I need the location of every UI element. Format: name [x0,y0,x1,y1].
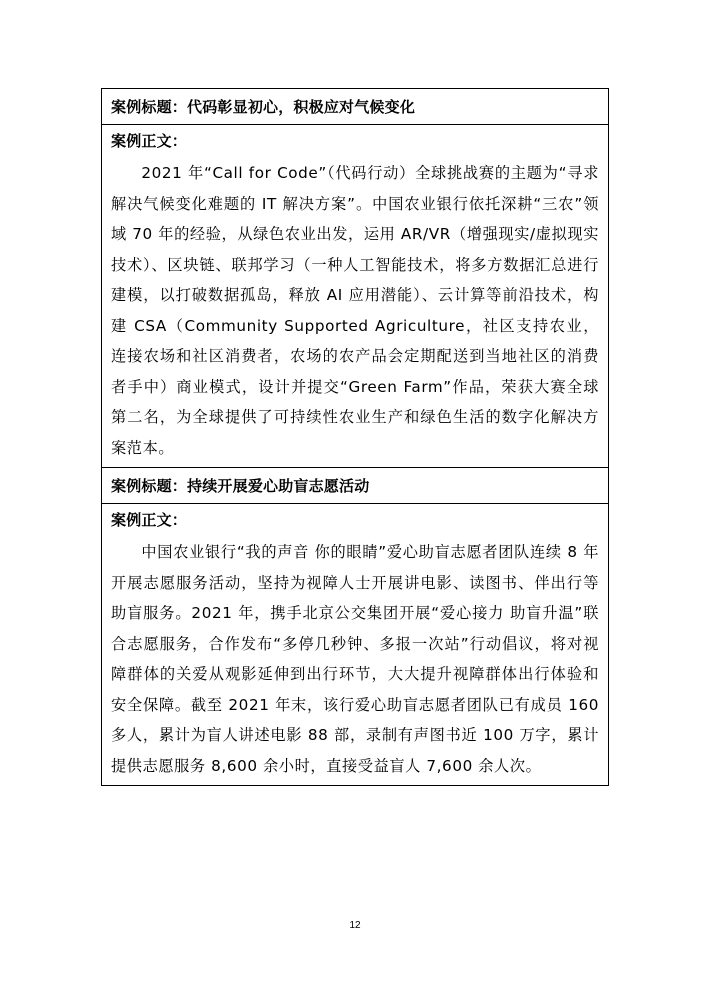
case-2-title-row [102,468,609,504]
case-2-body-text: 中国农业银行“我的声音 你的眼睛”爱心助盲志愿者团队连续 8 年开展志愿服务活动，坚持为视障人士开展讲电影、读图书、伴出行等助盲服务。2021 年，携手北京公交集团开展“爱心接力 助盲升温”联合志愿服务，合作发布“多停几秒钟、多报一次站”行动倡议，将对视障群体的关爱从观影延伸到出行环节，大大提升视障群体出行体验和安全保障。截至 2021 年末，该行爱心助盲志愿者团队已有成员 160 多人，累计为盲人讲述电影 88 部，录制有声图书近 100 万字，累计提供志愿服务 8,600 余小时，直接受益盲人 7,600 余人次。 [111,543,599,775]
case-1-title-row [102,89,609,125]
case-2-title-text: 持续开展爱心助盲志愿活动 [187,477,370,495]
case-1-title-label: 案例标题： [111,98,188,116]
case-2-title-label: 案例标题： [111,477,188,495]
case-table [101,88,609,786]
case-2-body-label: 案例正文： [111,511,188,529]
case-2-title [111,475,599,497]
case-1-body-label: 案例正文： [111,132,188,150]
case-1-title [111,96,599,118]
page-number: 12 [349,920,361,931]
case-1-title-text: 代码彰显初心，积极应对气候变化 [187,98,416,116]
case-1-body-text: 2021 年“Call for Code”（代码行动）全球挑战赛的主题为“寻求解决气候变化难题的 IT 解决方案”。中国农业银行依托深耕“三农”领域 70 年的经验，从绿色农业出发，运用 AR/VR（增强现实/虚拟现实技术）、区块链、联邦学习（一种人工智能技术，将多方数据汇总进行建模，以打破数据孤岛，释放 AI 应用潜能）、云计算等前沿技术，构建 CSA（Community Supported Agriculture，社区支持农业，连接农场和社区消费者，农场的农产品会定期配送到当地社区的消费者手中）商业模式，设计并提交“Green Farm”作品，荣获大赛全球第二名，为全球提供了可持续性农业生产和绿色生活的数字化解决方案范本。 [111,164,599,457]
case-1-body-row [102,125,609,468]
case-2-body-row [102,504,609,786]
